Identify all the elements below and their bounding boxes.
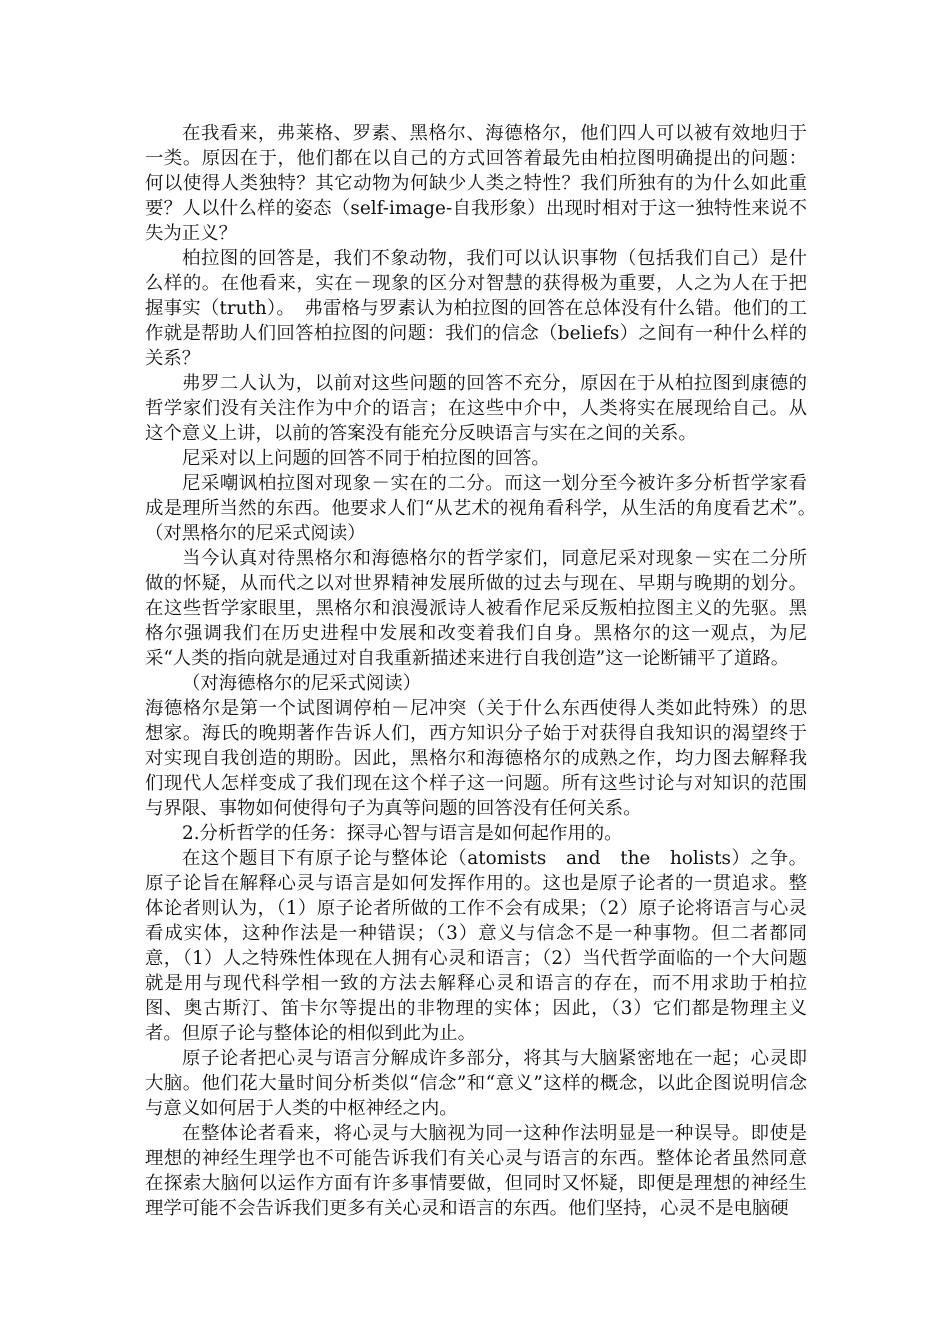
paragraph-hegel-heidegger: 当今认真对待黑格尔和海德格尔的哲学家们，同意尼采对现象－实在二分所做的怀疑，从而代之以对世界精神发展所做的过去与现在、早期与晚期的划分。在这些哲学家眼里，黑格尔和浪漫派诗人被看作尼采反叛柏拉图主义的先驱。黑格尔强调我们在历史进程中发展和改变着我们自身。黑格尔的这一观点，为尼采“人类的指向就是通过对自我重新描述来进行自我创造”这一论断铺平了道路。 [145, 548, 807, 669]
paragraph-nietzsche-answer: 尼采对以上问题的回答不同于柏拉图的回答。 [182, 448, 550, 469]
paragraph-heidegger: 海德格尔是第一个试图调停柏－尼冲突（关于什么东西使得人类如此特殊）的思想家。海氏的晚期著作告诉人们，西方知识分子始于对获得自我知识的渴望终于对实现自我创造的期盼。因此，黑格尔和海德格尔的成熟之作，均力图去解释我们现代人怎样变成了我们现在这个样子这一问题。所有这些讨论与对知识的范围与界限、事物如何使得句子为真等问题的回答没有任何关系。 [145, 698, 807, 819]
paragraph-nietzsche-mock: 尼采嘲讽柏拉图对现象－实在的二分。而这一划分至今被许多分析哲学家看成是理所当然的东西。他要求人们“从艺术的视角看科学，从生活的角度看艺术”。 （对黑格尔的尼采式阅读） [145, 473, 863, 544]
paragraph-plato-answer: 柏拉图的回答是，我们不象动物，我们可以认识事物（包括我们自己）是什么样的。在他看来，实在－现象的区分对智慧的获得极为重要，人之为人在于把握事实（truth）。 弗雷格与罗素认为柏拉图的回答在总体没有什么错。他们的工作就是帮助人们回答柏拉图的问题：我们的信念（beliefs）之间有一种什么样的关系？ [145, 248, 807, 369]
paragraph-atomists-holists: 在这个题目下有原子论与整体论（atomists and the holists）之争。原子论旨在解释心灵与语言是如何发挥作用的。这也是原子论者的一贯追求。整体论者则认为，（1）原子论者所做的工作不会有成果；（2）原子论将语言与心灵看成实体，这种作法是一种错误；（3）意义与信念不是一种事物。但二者都同意，（1）人之特殊性体现在人拥有心灵和语言；（2）当代哲学面临的一个大问题就是用与现代科学相一致的方法去解释心灵和语言的存在，而不用求助于柏拉图、奥古斯汀、笛卡尔等提出的非物理的实体；因此，（3）它们都是物理主义者。但原子论与整体论的相似到此为止。 [145, 848, 807, 1044]
paragraph-frege-russell: 弗罗二人认为，以前对这些问题的回答不充分，原因在于从柏拉图到康德的哲学家们没有关注作为中介的语言；在这些中介中，人类将实在展现给自己。从这个意义上讲，以前的答案没有能充分反映语言与实在之间的关系。 [145, 373, 807, 444]
paragraph-heidegger-reading-heading: （对海德格尔的尼采式阅读） [182, 673, 422, 694]
paragraph-intro: 在我看来，弗莱格、罗素、黑格尔、海德格尔，他们四人可以被有效地归于一类。原因在于，他们都在以自己的方式回答着最先由柏拉图明确提出的问题：何以使得人类独特？其它动物为何缺少人类之特性？我们所独有的为什么如此重要？人以什么样的姿态（self-image-自我形象）出现时相对于这一独特性来说不失为正义？ [145, 123, 807, 244]
paragraph-atomists: 原子论者把心灵与语言分解成许多部分，将其与大脑紧密地在一起；心灵即大脑。他们花大量时间分析类似“信念”和“意义”这样的概念，以此企图说明信念与意义如何居于人类的中枢神经之内。 [145, 1048, 807, 1119]
document-page [145, 121, 863, 1221]
section-heading-analytic-task: 2.分析哲学的任务：探寻心智与语言是如何起作用的。 [182, 823, 623, 844]
paragraph-holists: 在整体论者看来，将心灵与大脑视为同一这种作法明显是一种误导。即使是理想的神经生理学也不可能告诉我们有关心灵与语言的东西。整体论者虽然同意在探索大脑何以运作方面有许多事情要做，但同时又怀疑，即便是理想的神经生理学可能不会告诉我们更多有关心灵和语言的东西。他们坚持，心灵不是电脑硬 [145, 1123, 807, 1219]
